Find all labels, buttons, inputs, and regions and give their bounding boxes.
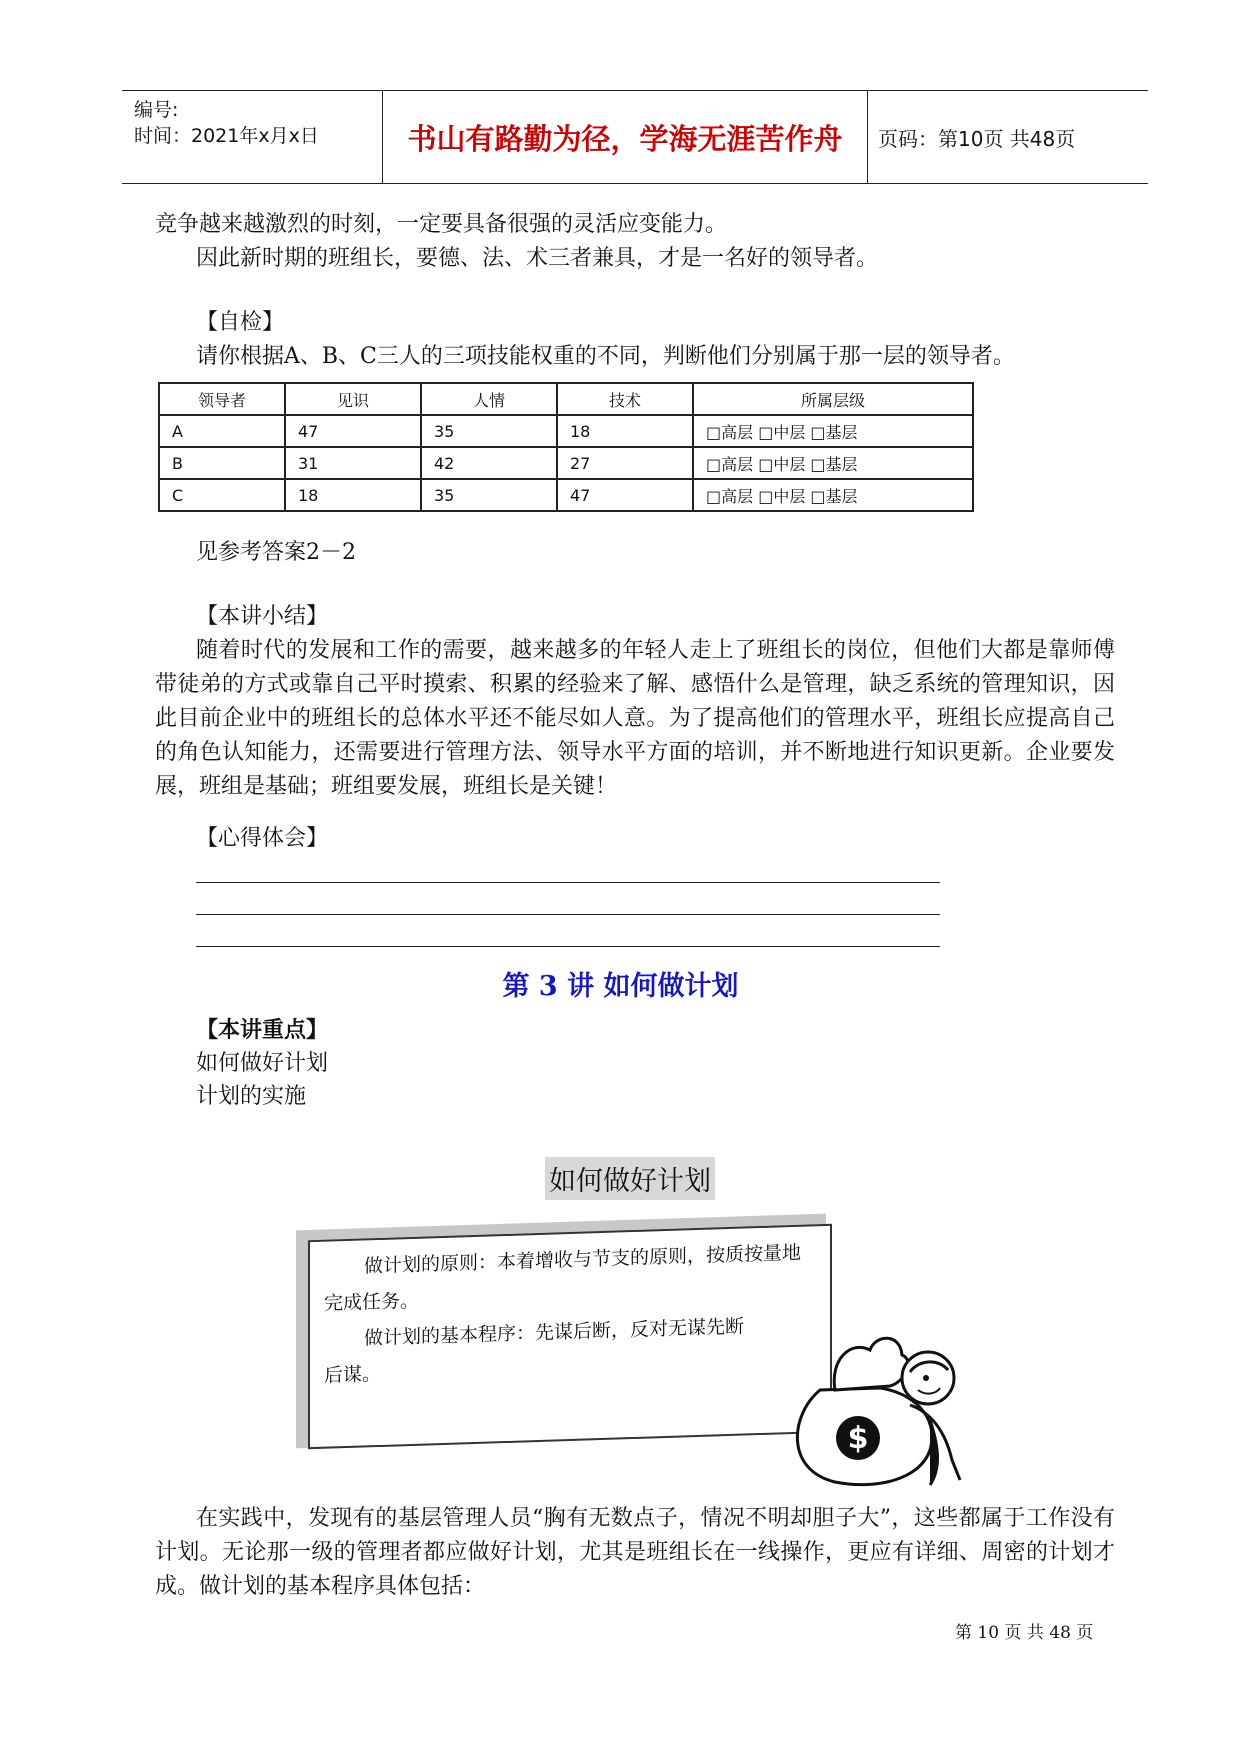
table-cell: 31 — [285, 447, 421, 479]
section-title-focus: 【本讲重点】 — [196, 1018, 329, 1043]
figure-title: 如何做好计划 — [545, 1157, 715, 1200]
notes-blank-line[interactable] — [196, 914, 940, 915]
card-text: 做计划的原则：本着增收与节支的原则，按质按量地完成任务。 — [324, 1241, 802, 1315]
paragraph: 请你根据A、B、C三人的三项技能权重的不同，判断他们分别属于那一层的领导者。 — [196, 344, 1015, 369]
table-row — [159, 479, 973, 511]
header-meta — [134, 91, 384, 183]
table-cell: A — [159, 415, 285, 447]
time-label: 时间：2021年x月x日 — [134, 125, 319, 147]
practice-paragraph: 在实践中，发现有的基层管理人员“胸有无数点子，情况不明却胆子大”，这些都属于工作没有计划。无论那一级的管理者都应做好计划，尤其是班组长在一线操作，更应有详细、周密的计划才成。做计划的基本程序具体包括： — [155, 1506, 1115, 1599]
table-cell: 42 — [421, 447, 557, 479]
serial-label: 编号: — [134, 99, 179, 121]
table-cell: 35 — [421, 479, 557, 511]
table-cell: C — [159, 479, 285, 511]
header-page-label: 页码：第10页 共48页 — [878, 127, 1076, 151]
table-cell: 18 — [557, 415, 693, 447]
paragraph: 竞争越来越激烈的时刻，一定要具备很强的灵活应变能力。 — [155, 212, 728, 237]
table-cell: B — [159, 447, 285, 479]
table-cell: 18 — [285, 479, 421, 511]
answer-reference: 见参考答案2－2 — [196, 540, 356, 565]
level-checkboxes[interactable]: □高层 □中层 □基层 — [693, 479, 973, 511]
plan-principle-card — [308, 1224, 832, 1449]
page-footer: 第 10 页 共 48 页 — [955, 1623, 1094, 1643]
table-row — [159, 415, 973, 447]
svg-text:$: $ — [847, 1421, 869, 1456]
level-checkboxes[interactable]: □高层 □中层 □基层 — [693, 415, 973, 447]
table-cell: 47 — [557, 479, 693, 511]
section-title-summary: 【本讲小结】 — [196, 604, 329, 629]
table-cell: 27 — [557, 447, 693, 479]
table-cell: 47 — [285, 415, 421, 447]
card-text: 做计划的基本程序：先谋后断，反对无谋先断后谋。 — [324, 1315, 745, 1387]
header-divider — [867, 91, 868, 183]
lecture-title: 第 3 讲 如何做计划 — [502, 971, 739, 1002]
table-header: 领导者 — [159, 383, 285, 415]
notes-blank-line[interactable] — [196, 882, 940, 883]
focus-item: 计划的实施 — [196, 1084, 307, 1109]
notes-blank-line[interactable] — [196, 946, 940, 947]
section-title-notes: 【心得体会】 — [196, 826, 329, 851]
header-motto: 书山有路勤为径，学海无涯苦作舟 — [407, 122, 843, 156]
table-row — [159, 447, 973, 479]
header-divider — [382, 91, 383, 183]
table-cell: 35 — [421, 415, 557, 447]
level-checkboxes[interactable]: □高层 □中层 □基层 — [693, 447, 973, 479]
table-header: 所属层级 — [693, 383, 973, 415]
table-header-row — [159, 383, 973, 415]
section-title-self-check: 【自检】 — [196, 310, 285, 335]
focus-item: 如何做好计划 — [196, 1051, 329, 1076]
table-header: 见识 — [285, 383, 421, 415]
table-header: 人情 — [421, 383, 557, 415]
table-header: 技术 — [557, 383, 693, 415]
paragraph: 因此新时期的班组长，要德、法、术三者兼具，才是一名好的领导者。 — [196, 246, 879, 271]
leader-table — [158, 382, 974, 512]
summary-paragraph: 随着时代的发展和工作的需要，越来越多的年轻人走上了班组长的岗位，但他们大都是靠师傅带徒弟的方式或靠自己平时摸索、积累的经验来了解、感悟什么是管理，缺乏系统的管理知识，因此目前企业中的班组长的总体水平还不能尽如人意。为了提高他们的管理水平，班组长应提高自己的角色认知能力，还需要进行管理方法、领导水平方面的培训，并不断地进行知识更新。企业要发展，班组是基础；班组要发展，班组长是关键！ — [155, 638, 1115, 799]
money-bag-illustration — [780, 1320, 980, 1490]
page-header — [122, 90, 1148, 184]
